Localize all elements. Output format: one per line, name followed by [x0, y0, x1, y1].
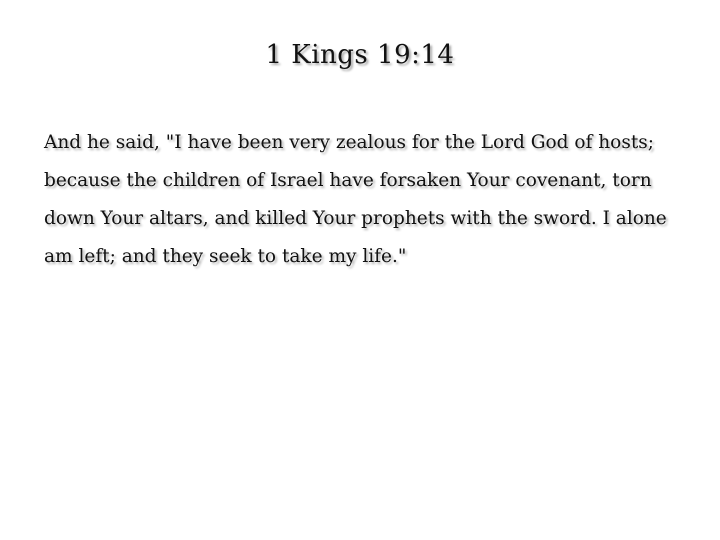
slide-title: 1 Kings 19:14: [265, 40, 455, 70]
scripture-text: And he said, "I have been very zealous for the Lord God of hosts; because the children of Israel have forsaken Your covenant, torn down Your altars, and killed Your prophets with the sword. I alone am left; and they seek to take my life.": [44, 132, 667, 267]
